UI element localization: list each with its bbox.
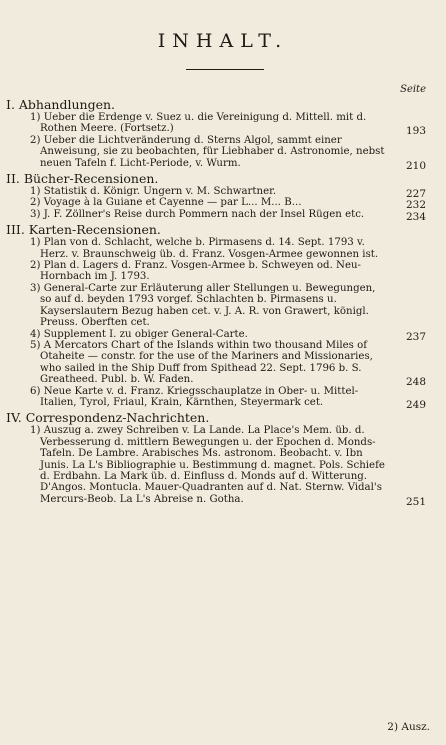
entry-page: 237 — [405, 330, 426, 343]
entry-page: 232 — [405, 199, 426, 212]
toc-entry — [6, 134, 426, 172]
entry-text: 3) General-Carte zur Erläuterung aller Stellungen u. Bewegungen, so auf d. beyden 1793 vorgef. Schlachten b. Pirmasens u. Kayserslautern Bezug haben cet. v. J. A. R. von Grawert, königl. Preuss. Oberften cet. — [30, 282, 376, 329]
entry-text: 2) Plan d. Lagers d. Franz. Vosgen-Armee b. Schweyen od. Neu-Hornbach im J. 1793. — [30, 260, 361, 283]
entry-page: 249 — [405, 398, 426, 411]
entry-text: 6) Neue Karte v. d. Franz. Kriegsschauplatze in Ober- u. Mittel-Italien, Tyrol, Friaul, Krain, Kärnthen, Steyermark cet. — [30, 385, 359, 408]
toc-entry — [6, 339, 426, 389]
toc-entry — [6, 237, 426, 260]
toc-entry — [6, 186, 426, 201]
section-heading: II. Bücher-Recensionen. — [6, 171, 159, 187]
catchword: 2) Ausz. — [387, 721, 430, 733]
toc-entry — [6, 425, 426, 508]
section-heading: III. Karten-Recensionen. — [6, 222, 161, 238]
toc-entry — [6, 208, 426, 223]
entry-page: 248 — [405, 376, 426, 389]
entry-text: 1) Plan von d. Schlacht, welche b. Pirmasens d. 14. Sept. 1793 v. Herz. v. Braunschweig üb. d. Franz. Vosgen-Armee gewonnen ist. — [30, 237, 379, 260]
entry-text: 2) Ueber die Lichtveränderung d. Sterns Algol, sammt einer Anweisung, sie zu beobachten, für Liebhaber d. Astronomie, nebst neuen Tafeln f. Licht-Periode, v. Wurm. — [30, 134, 385, 169]
entry-text: 4) Supplement I. zu obiger General-Carte. — [30, 328, 248, 340]
entry-page: 210 — [405, 159, 426, 172]
entry-text: 1) Auszug a. zwey Schreiben v. La Lande. La Place's Mem. üb. d. Verbesserung d. mittlern Bewegungen u. der Epochen d. Monds-Tafeln. De Lambre. Arabisches Ms. astronom. Beobacht. v. Ibn Junis. La L's Bibliographie u. Bestimmung d. magnet. Pols. Schiefe d. Erdbahn. La Mark üb. d. Einfluss d. Monds auf d. Witterung. D'Angos. Montucla. Mauer-Quadranten auf d. Nat. Sternw. Vidal's Mercurs-Beob. La L's Abreise n. Gotha. — [30, 425, 385, 505]
page-title: INHALT. — [157, 30, 289, 52]
entry-text: 1) Statistik d. Königr. Ungern v. M. Schwartner. — [30, 186, 277, 198]
toc-entry — [6, 283, 426, 329]
entry-text: 3) J. F. Zöllner's Reise durch Pommern nach der Insel Rügen etc. — [30, 208, 365, 220]
section-heading: I. Abhandlungen. — [6, 97, 115, 112]
entry-text: 1) Ueber die Erdenge v. Suez u. die Vereinigung d. Mittell. mit d. Rothen Meere. (Fortsetz.) — [30, 112, 367, 135]
entry-page: 193 — [405, 125, 426, 138]
entry-text: 5) A Mercators Chart of the Islands within two thousand Miles of Otaheite — constr. for the use of the Mariners and Missionaries, who sailed in the Ship Duff from Spithead 22. Sept. 1796 b. S. Greatheed. Publ. b. W. Faden. — [30, 339, 373, 386]
entry-page: 251 — [405, 495, 426, 508]
entry-page: 227 — [405, 188, 426, 201]
toc-entry — [6, 328, 426, 343]
title-rule — [186, 69, 264, 70]
toc-entry — [6, 197, 426, 212]
toc-entry — [6, 112, 426, 138]
section-heading: IV. Correspondenz-Nachrichten. — [6, 410, 210, 426]
entry-page: 234 — [405, 210, 426, 223]
page-column-label: Seite — [400, 84, 426, 95]
table-of-contents — [6, 95, 426, 508]
toc-entry — [6, 260, 426, 283]
toc-entry — [6, 386, 426, 409]
entry-text: 2) Voyage à la Guiane et Cayenne — par L... M... B... — [30, 197, 302, 209]
